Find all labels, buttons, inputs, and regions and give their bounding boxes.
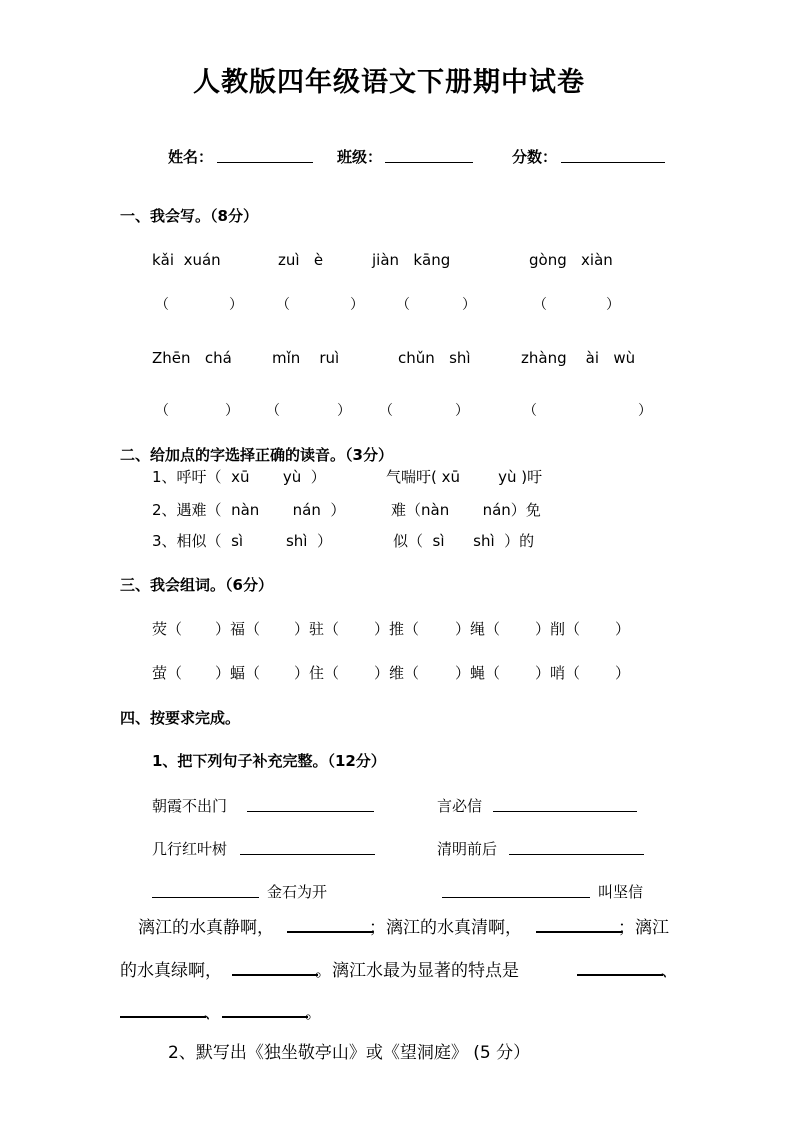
para-text-7: 、 (204, 1003, 221, 1023)
pinyin-1-4: gòng xiàn (529, 251, 613, 269)
answer-paren-open: （ (396, 297, 410, 313)
subsection-2-heading: 2、默写出《独坐敬亭山》或《望洞庭》 (5 分） (168, 1043, 531, 1063)
section-2-heading: 二、给加点的字选择正确的读音。（3分） (120, 446, 393, 464)
phrase-b: 言必信 (437, 797, 483, 815)
word-group-char: ）维（ (374, 664, 420, 682)
word-group-char: 萤（ (152, 664, 183, 682)
word-group-char: ）住（ (294, 664, 340, 682)
blank-f[interactable] (442, 897, 590, 898)
answer-paren-open: （ (523, 403, 537, 419)
answer-paren-close: ） (606, 297, 620, 313)
pinyin-2-3: chǔn shì (398, 349, 471, 367)
score-label: 分数： (512, 148, 558, 166)
answer-paren-close: ） (337, 403, 351, 419)
word-group-char: ）推（ (374, 620, 420, 638)
word-group-char: ）绳（ (455, 620, 501, 638)
blank-a[interactable] (247, 811, 374, 812)
answer-paren-open: （ (266, 403, 280, 419)
answer-paren-open: （ (379, 403, 393, 419)
word-group-char: ）福（ (215, 620, 261, 638)
para-blank-2[interactable] (536, 931, 622, 933)
answer-paren-close: ） (225, 403, 239, 419)
phrase-e: 金石为开 (267, 883, 328, 901)
reading-item-3-left: 3、相似（ sì shì ） (152, 532, 333, 550)
phrase-a: 朝霞不出门 (152, 797, 228, 815)
blank-c[interactable] (240, 854, 375, 855)
section-4-heading: 四、按要求完成。 (120, 709, 241, 727)
answer-paren-close: ） (350, 297, 364, 313)
class-label: 班级： (337, 148, 383, 166)
answer-paren-open: （ (155, 403, 169, 419)
answer-paren-open: （ (533, 297, 547, 313)
answer-paren-close: ） (638, 403, 652, 419)
phrase-c: 几行红叶树 (152, 840, 228, 858)
para-text-1: 漓江的水真静啊， (138, 918, 274, 938)
reading-item-1-left: 1、呼吁（ xū yù ） (152, 468, 326, 486)
answer-paren-close: ） (229, 297, 243, 313)
para-blank-4[interactable] (577, 974, 663, 976)
word-group-char: 荧（ (152, 620, 183, 638)
word-group-char: ）削（ (535, 620, 581, 638)
word-group-char: ）蝇（ (455, 664, 501, 682)
para-blank-3[interactable] (232, 974, 318, 976)
answer-paren-open: （ (276, 297, 290, 313)
para-text-8: 。 (305, 1003, 322, 1023)
reading-item-2-left: 2、遇难（ nàn nán ） (152, 501, 346, 519)
section-1-heading: 一、我会写。（8分） (120, 207, 258, 225)
page-title: 人教版四年级语文下册期中试卷 (193, 67, 585, 98)
para-blank-6[interactable] (222, 1016, 308, 1018)
para-text-4: 的水真绿啊， (120, 961, 222, 981)
answer-paren-close: ） (455, 403, 469, 419)
pinyin-2-1: Zhēn chá (152, 349, 232, 367)
word-group-char: ）蝠（ (215, 664, 261, 682)
word-group-char: ）驻（ (294, 620, 340, 638)
class-field[interactable] (385, 162, 473, 163)
name-field[interactable] (217, 162, 313, 163)
para-blank-5[interactable] (120, 1016, 206, 1018)
para-text-3: ；漓江 (618, 918, 669, 938)
answer-paren-close: ） (462, 297, 476, 313)
pinyin-1-2: zuì è (278, 251, 324, 269)
para-blank-1[interactable] (287, 931, 373, 933)
reading-item-1-right: 气喘吁( xū yù )吁 (386, 468, 543, 486)
blank-b[interactable] (493, 811, 637, 812)
pinyin-1-3: jiàn kāng (372, 251, 451, 269)
pinyin-1-1: kǎi xuán (152, 251, 221, 269)
score-field[interactable] (561, 162, 665, 163)
blank-e[interactable] (152, 897, 259, 898)
blank-d[interactable] (509, 854, 644, 855)
pinyin-2-4: zhàng ài wù (521, 349, 636, 367)
para-text-2: ；漓江的水真清啊， (369, 918, 522, 938)
phrase-d: 清明前后 (437, 840, 498, 858)
word-group-char: ） (615, 620, 631, 638)
phrase-f: 叫坚信 (598, 883, 644, 901)
name-label: 姓名： (168, 148, 214, 166)
para-text-5: 。漓江水最为显著的特点是 (315, 961, 519, 981)
reading-item-2-right: 难（nàn nán）免 (391, 501, 541, 519)
reading-item-3-right: 似（ sì shì ）的 (393, 532, 535, 550)
answer-paren-open: （ (155, 297, 169, 313)
para-text-6: 、 (661, 961, 678, 981)
word-group-char: ）哨（ (535, 664, 581, 682)
word-group-char: ） (615, 664, 631, 682)
pinyin-2-2: mǐn ruì (272, 349, 340, 367)
subsection-1-heading: 1、把下列句子补充完整。（12分） (152, 752, 386, 770)
section-3-heading: 三、我会组词。（6分） (120, 576, 273, 594)
